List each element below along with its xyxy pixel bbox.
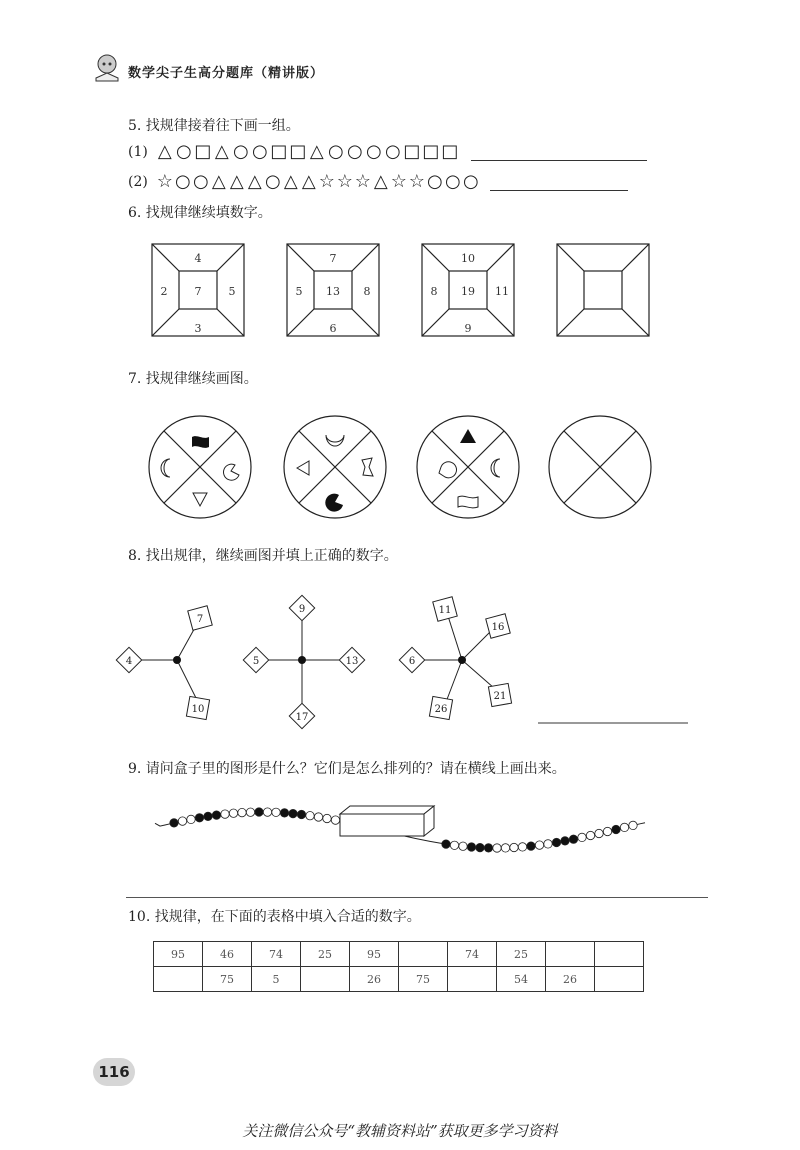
shape-symbol: ☆ (354, 171, 371, 192)
table-cell: 74 (448, 942, 497, 967)
black-bead (612, 825, 620, 833)
number-box (433, 597, 457, 621)
white-bead (238, 808, 246, 816)
table-cell: 26 (350, 967, 399, 992)
shape-symbol: □ (403, 141, 421, 162)
white-bead (450, 841, 458, 849)
crescent-icon (326, 435, 344, 446)
box-icon (340, 806, 434, 836)
q6-frame-bottom-number: 3 (194, 322, 202, 335)
q8-title: 8. 找出规律，继续画图并填上正确的数字。 (128, 548, 398, 564)
shape-symbol: ○ (327, 141, 344, 162)
q8-figure-2 (243, 595, 364, 728)
black-bead (561, 837, 569, 845)
q6-figures (140, 238, 670, 348)
q5-row2 (128, 172, 628, 192)
q5-row2-answer-line[interactable] (490, 174, 628, 191)
q6-frame-right-number: 8 (363, 285, 371, 298)
shape-symbol: △ (157, 141, 172, 162)
table-cell: 26 (546, 967, 595, 992)
svg-text:7: 7 (196, 614, 204, 625)
white-bead (501, 844, 509, 852)
shape-symbol: □ (422, 141, 440, 162)
shape-symbol: △ (247, 171, 262, 192)
pacman-icon (224, 464, 239, 480)
white-bead (518, 843, 526, 851)
shape-symbol: ○ (462, 171, 479, 192)
shape-symbol: △ (229, 171, 244, 192)
shape-symbol: ☆ (318, 171, 335, 192)
white-bead (493, 844, 501, 852)
pacman-icon (439, 462, 456, 478)
white-bead (535, 841, 543, 849)
q6-frame-left-number: 5 (295, 285, 303, 298)
shape-symbol: ☆ (336, 171, 353, 192)
shape-symbol: ○ (192, 171, 209, 192)
header-title: 数学尖子生高分题库（精讲版） (128, 66, 325, 81)
svg-text:26: 26 (434, 704, 448, 715)
q7-title: 7. 找规律继续画图。 (128, 371, 258, 387)
table-row (154, 967, 644, 992)
shape-symbol: △ (211, 171, 226, 192)
black-bead (204, 812, 212, 820)
number-box (186, 696, 209, 719)
q6-frame-center-number: 7 (194, 285, 202, 298)
q5-row1-label: (1) (128, 144, 148, 160)
q10-table (153, 941, 644, 992)
shape-symbol: ☆ (408, 171, 425, 192)
q7-circle-3 (417, 416, 519, 518)
q6-frame-center-number: 13 (326, 285, 340, 298)
shape-symbol: ○ (175, 141, 192, 162)
table-cell[interactable] (399, 942, 448, 967)
flag-icon (458, 496, 478, 508)
svg-text:9: 9 (298, 604, 306, 615)
black-bead (569, 835, 577, 843)
q9-title: 9. 请问盒子里的图形是什么？它们是怎么排列的？请在横线上画出来。 (128, 761, 566, 777)
table-cell: 95 (154, 942, 203, 967)
q6-frame-top-number: 4 (194, 252, 202, 265)
black-bead (467, 843, 475, 851)
black-bead (195, 814, 203, 822)
svg-text:4: 4 (125, 656, 133, 667)
black-bead (212, 811, 220, 819)
white-bead (620, 823, 628, 831)
white-bead (178, 817, 186, 825)
table-cell[interactable] (154, 967, 203, 992)
table-cell: 5 (252, 967, 301, 992)
white-bead (263, 808, 271, 816)
table-cell: 25 (497, 942, 546, 967)
q6-frame-left-number: 8 (430, 285, 438, 298)
q8-figure-3 (399, 597, 511, 720)
flag-icon (192, 436, 209, 448)
shape-symbol: ○ (174, 171, 191, 192)
number-box (486, 614, 510, 638)
table-cell[interactable] (448, 967, 497, 992)
white-bead (586, 831, 594, 839)
shape-symbol: ○ (365, 141, 382, 162)
shape-symbol: △ (309, 141, 324, 162)
shape-symbol: ○ (426, 171, 443, 192)
triangle-down-icon (193, 493, 207, 506)
white-bead (323, 814, 331, 822)
white-bead (578, 833, 586, 841)
q6-frame-3 (422, 244, 514, 336)
black-bead (289, 809, 297, 817)
table-cell[interactable] (595, 942, 644, 967)
svg-text:11: 11 (438, 605, 452, 616)
black-bead (280, 809, 288, 817)
table-cell: 25 (301, 942, 350, 967)
svg-text:13: 13 (345, 656, 359, 667)
q8-figures (110, 590, 700, 740)
shape-symbol: △ (373, 171, 388, 192)
svg-text:21: 21 (493, 691, 507, 702)
white-bead (331, 816, 339, 824)
flag-icon (362, 458, 373, 476)
footer-text: 关注微信公众号“教辅资料站”获取更多学习资料 (242, 1122, 558, 1140)
q7-figures (145, 410, 665, 530)
q6-frame-2 (287, 244, 379, 336)
q6-frame-1 (152, 244, 244, 336)
shape-symbol: ☆ (390, 171, 407, 192)
q9-bead-string (150, 790, 660, 870)
table-row (154, 942, 644, 967)
shape-symbol: △ (301, 171, 316, 192)
white-bead (459, 842, 467, 850)
q5-row1 (128, 142, 647, 162)
q10-title: 10. 找规律，在下面的表格中填入合适的数字。 (128, 909, 421, 925)
black-bead (442, 840, 450, 848)
black-bead (297, 810, 305, 818)
q7-circle-2 (284, 416, 386, 518)
table-cell: 75 (399, 967, 448, 992)
q8-figure-1 (116, 606, 212, 720)
table-cell[interactable] (301, 967, 350, 992)
shape-symbol: □ (441, 141, 459, 162)
logo-icon (92, 52, 122, 82)
white-bead (246, 808, 254, 816)
table-cell: 54 (497, 967, 546, 992)
shape-symbol: □ (270, 141, 288, 162)
table-cell[interactable] (546, 942, 595, 967)
black-bead (527, 842, 535, 850)
white-bead (306, 812, 314, 820)
q7-circle-1 (149, 416, 251, 518)
black-bead (255, 808, 263, 816)
q5-row2-label: (2) (128, 174, 148, 190)
q5-row1-shapes (156, 142, 459, 162)
triangle-up-icon (460, 429, 476, 443)
black-bead (476, 843, 484, 851)
black-bead (552, 838, 560, 846)
svg-text:17: 17 (295, 712, 309, 723)
svg-text:5: 5 (252, 656, 260, 667)
white-bead (629, 821, 637, 829)
table-cell[interactable] (595, 967, 644, 992)
white-bead (595, 829, 603, 837)
shape-symbol: ○ (232, 141, 249, 162)
q6-frame-left-number: 2 (160, 285, 168, 298)
shape-symbol: ○ (251, 141, 268, 162)
shape-symbol: ○ (384, 141, 401, 162)
shape-symbol: ○ (444, 171, 461, 192)
q5-row2-shapes (156, 172, 480, 192)
triangle-left-icon (297, 461, 309, 475)
section-divider (126, 897, 708, 898)
number-box (243, 647, 268, 672)
black-bead (170, 819, 178, 827)
white-bead (272, 808, 280, 816)
shape-symbol: △ (283, 171, 298, 192)
number-box (289, 703, 314, 728)
shape-symbol: ☆ (156, 171, 173, 192)
number-box (289, 595, 314, 620)
white-bead (603, 827, 611, 835)
shape-symbol: ○ (346, 141, 363, 162)
white-bead (510, 843, 518, 851)
q6-frame-top-number: 7 (329, 252, 337, 265)
q6-title: 6. 找规律继续填数字。 (128, 205, 272, 221)
q6-frame-4 (557, 244, 649, 336)
svg-text:16: 16 (491, 622, 505, 633)
white-bead (544, 840, 552, 848)
white-bead (221, 810, 229, 818)
number-box (488, 683, 511, 706)
q6-frame-right-number: 11 (495, 285, 509, 298)
white-bead (314, 813, 322, 821)
table-cell: 95 (350, 942, 399, 967)
crescent-icon (491, 459, 500, 477)
shape-symbol: □ (194, 141, 212, 162)
q6-frame-top-number: 10 (461, 252, 475, 265)
number-box (399, 647, 424, 672)
q7-circle-4-empty (549, 416, 651, 518)
number-box (429, 696, 452, 719)
table-cell: 74 (252, 942, 301, 967)
q6-frame-center-number: 19 (461, 285, 475, 298)
q5-title: 5. 找规律接着往下画一组。 (128, 118, 300, 134)
page-number: 116 (93, 1058, 135, 1086)
q6-frame-right-number: 5 (228, 285, 236, 298)
pacman-icon (325, 494, 343, 512)
shape-symbol: ○ (264, 171, 281, 192)
q6-frame-bottom-number: 6 (329, 322, 337, 335)
number-box (339, 647, 364, 672)
table-cell: 46 (203, 942, 252, 967)
q6-frame-bottom-number: 9 (464, 322, 472, 335)
q5-row1-answer-line[interactable] (471, 144, 647, 161)
black-bead (484, 844, 492, 852)
number-box (116, 647, 141, 672)
shape-symbol: △ (214, 141, 229, 162)
white-bead (229, 809, 237, 817)
number-box (188, 606, 212, 630)
white-bead (187, 815, 195, 823)
svg-text:10: 10 (191, 704, 205, 715)
svg-text:6: 6 (408, 656, 416, 667)
table-cell: 75 (203, 967, 252, 992)
crescent-icon (161, 459, 170, 477)
shape-symbol: □ (289, 141, 307, 162)
